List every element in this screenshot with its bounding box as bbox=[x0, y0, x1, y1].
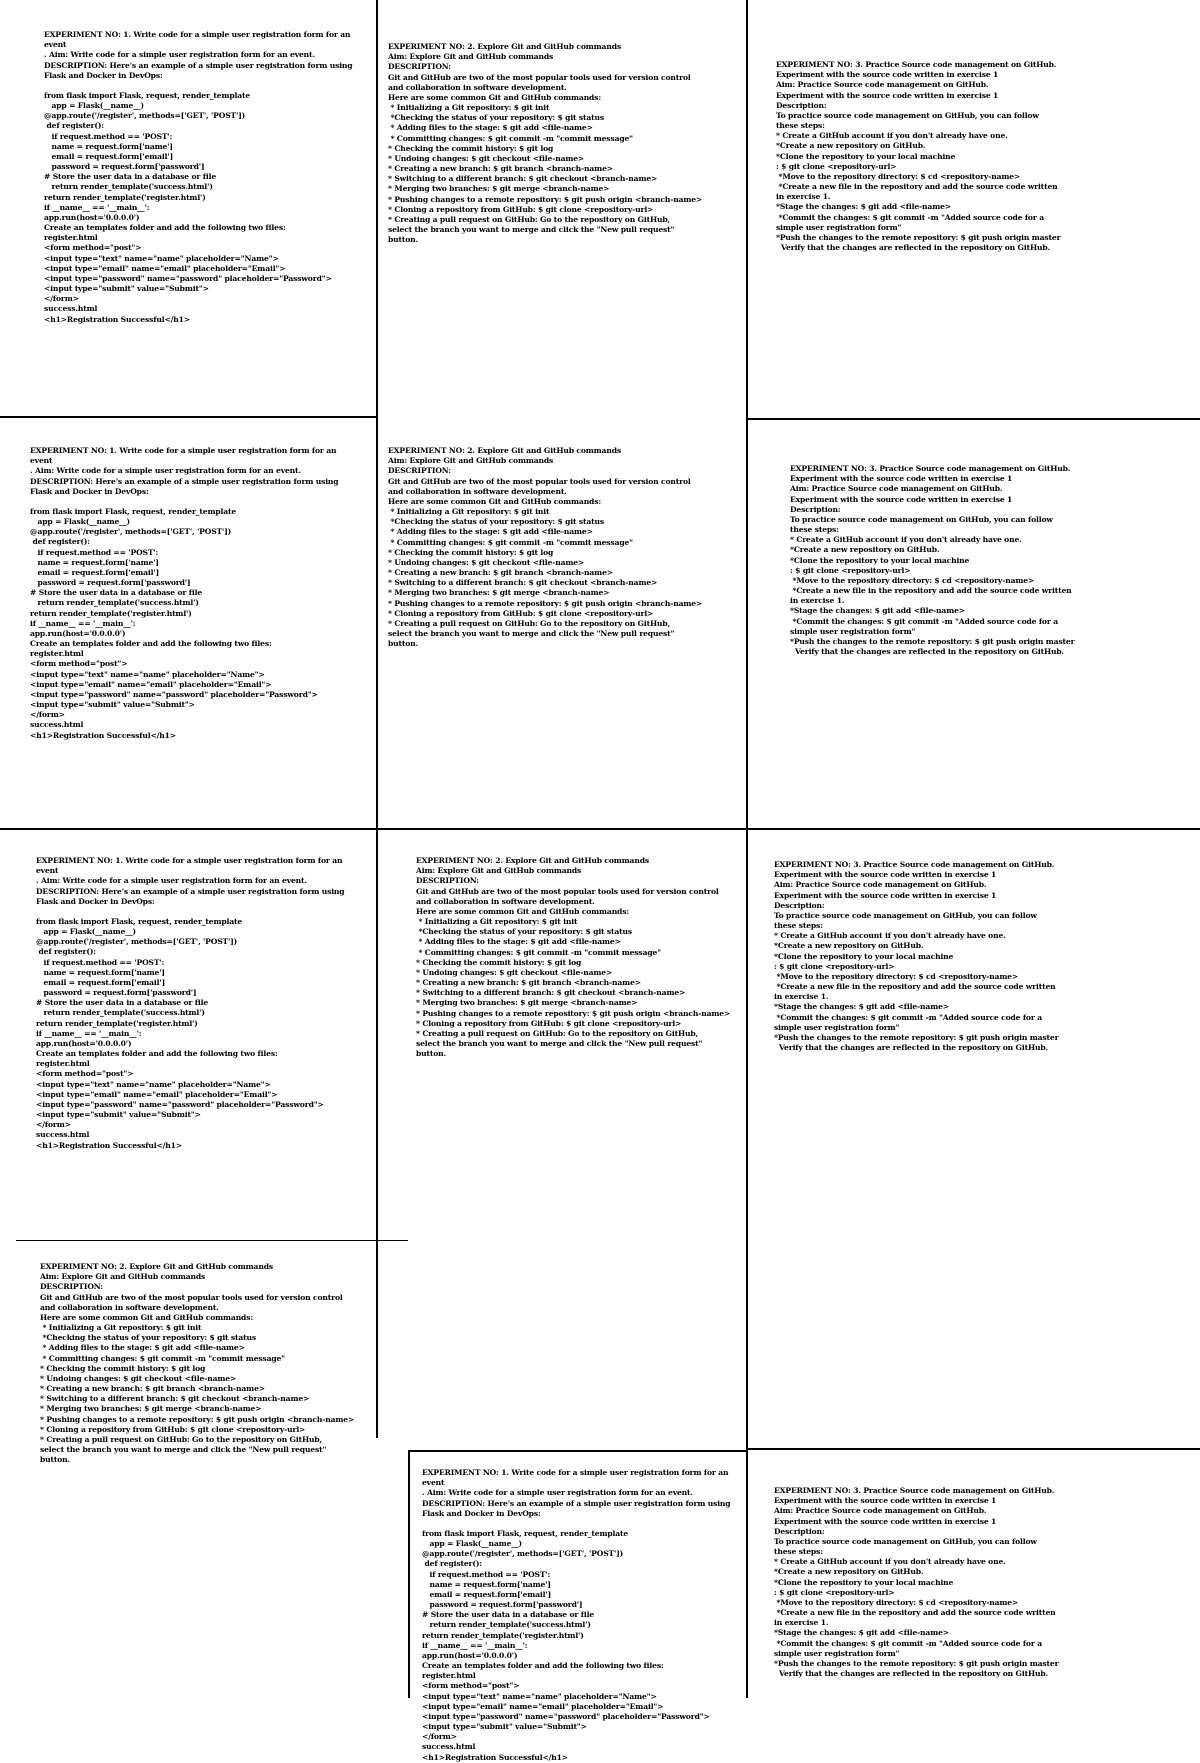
text-line: * Merging two branches: $ git merge <branch-name> bbox=[416, 998, 638, 1008]
text-line: <input type="submit" value="Submit"> bbox=[36, 1110, 201, 1120]
text-line: * Cloning a repository from GitHub: $ git clone <repository-url> bbox=[40, 1424, 306, 1434]
text-line: name = request.form['name'] bbox=[422, 1579, 551, 1589]
text-line: *Stage the changes: $ git add <file-name> bbox=[776, 202, 951, 212]
text-line: : $ git clone <repository-url> bbox=[774, 1587, 895, 1597]
text-line: * Creating a pull request on GitHub: Go to the repository on GitHub, bbox=[416, 1028, 699, 1038]
text-line: *Stage the changes: $ git add <file-name> bbox=[774, 1628, 949, 1638]
text-line: EXPERIMENT NO: 1. Write code for a simple user registration form for an bbox=[422, 1468, 729, 1477]
text-line: *Create a new repository on GitHub. bbox=[774, 941, 924, 951]
text-line: app = Flask(__name__) bbox=[36, 927, 136, 937]
text-line: *Push the changes to the remote repository: $ git push origin master bbox=[774, 1658, 1059, 1668]
text-line: return render_template('success.html') bbox=[36, 1008, 205, 1018]
text-line: Create an templates folder and add the following two files: bbox=[36, 1049, 278, 1059]
text-line: EXPERIMENT NO: 3. Practice Source code management on GitHub. bbox=[774, 860, 1055, 869]
text-line: * Merging two branches: $ git merge <branch-name> bbox=[40, 1404, 262, 1414]
text-line: DESCRIPTION: Here's an example of a simple user registration form using bbox=[30, 476, 339, 486]
text-line: EXPERIMENT NO: 1. Write code for a simple user registration form for an bbox=[30, 446, 337, 455]
text-line: # Store the user data in a database or file bbox=[36, 998, 208, 1008]
text-line: EXPERIMENT NO: 2. Explore Git and GitHub commands bbox=[416, 856, 649, 865]
text-line: Aim: Practice Source code management on GitHub. bbox=[774, 880, 987, 890]
text-line: * Switching to a different branch: $ git checkout <branch-name> bbox=[388, 578, 658, 588]
text-line: these steps: bbox=[776, 121, 825, 131]
text-line: *Commit the changes: $ git commit -m "Added source code for a bbox=[776, 212, 1044, 222]
text-line: EXPERIMENT NO: 3. Practice Source code management on GitHub. bbox=[774, 1486, 1055, 1495]
text-line: if request.method == 'POST': bbox=[36, 957, 165, 967]
text-line: Experiment with the source code written in exercise 1 bbox=[776, 90, 999, 100]
text-line: Git and GitHub are two of the most popular tools used for version control bbox=[416, 886, 719, 896]
text-line: *Checking the status of your repository: $ git status bbox=[388, 517, 605, 527]
text-line: *Checking the status of your repository: $ git status bbox=[388, 113, 605, 123]
text-line: * Creating a new branch: $ git branch <branch-name> bbox=[388, 164, 613, 174]
text-line: * Adding files to the stage: $ git add <file-name> bbox=[40, 1343, 245, 1353]
text-line bbox=[30, 497, 370, 507]
text-line: simple user registration form" bbox=[776, 222, 902, 232]
text-line: success.html bbox=[422, 1742, 476, 1752]
text-line: Here are some common Git and GitHub commands: bbox=[40, 1312, 253, 1322]
text-line: *Commit the changes: $ git commit -m "Added source code for a bbox=[774, 1638, 1042, 1648]
text-line: Experiment with the source code written in exercise 1 bbox=[776, 70, 999, 80]
text-line: * Committing changes: $ git commit -m "commit message" bbox=[416, 947, 661, 957]
text-line: *Move to the repository directory: $ cd <repository-name> bbox=[776, 171, 1021, 181]
text-line: *Commit the changes: $ git commit -m "Added source code for a bbox=[790, 616, 1058, 626]
text-line: app = Flask(__name__) bbox=[422, 1539, 522, 1549]
text-line: select the branch you want to merge and click the "New pull request" bbox=[388, 225, 675, 235]
text-line: * Initializing a Git repository: $ git init bbox=[416, 917, 578, 927]
text-line: and collaboration in software development. bbox=[416, 896, 595, 906]
text-line: : $ git clone <repository-url> bbox=[774, 961, 895, 971]
text-line: Here are some common Git and GitHub commands: bbox=[388, 92, 601, 102]
text-line: these steps: bbox=[790, 525, 839, 535]
text-line: Flask and Docker in DevOps: bbox=[36, 896, 155, 906]
text-line bbox=[36, 907, 376, 917]
text-line: *Create a new file in the repository and add the source code written bbox=[776, 182, 1058, 192]
text-line: <input type="email" name="email" placeholder="Email"> bbox=[44, 263, 286, 273]
text-line: * Switching to a different branch: $ git checkout <branch-name> bbox=[388, 174, 658, 184]
text-line: Description: bbox=[790, 504, 841, 514]
text-line: Aim: Explore Git and GitHub commands bbox=[388, 456, 554, 466]
text-line: EXPERIMENT NO: 2. Explore Git and GitHub commands bbox=[388, 446, 621, 455]
text-line: event bbox=[422, 1478, 445, 1488]
text-line: *Clone the repository to your local machine bbox=[774, 1577, 954, 1587]
cell-exp3-b bbox=[790, 464, 1196, 784]
text-line: * Committing changes: $ git commit -m "commit message" bbox=[40, 1353, 285, 1363]
text-line: return render_template('register.html') bbox=[44, 192, 206, 202]
text-line: event bbox=[36, 866, 59, 876]
divider-v-1 bbox=[376, 0, 378, 1438]
divider-v-3 bbox=[408, 1450, 410, 1698]
text-line: if request.method == 'POST': bbox=[30, 547, 159, 557]
text-line: from flask import Flask, request, render_template bbox=[44, 90, 251, 100]
text-line: @app.route('/register', methods=['GET', 'POST']) bbox=[36, 937, 238, 947]
cell-exp2-c bbox=[416, 856, 742, 1156]
text-line: <h1>Registration Successful</h1> bbox=[30, 730, 177, 740]
text-line: return render_template('register.html') bbox=[36, 1018, 198, 1028]
text-line: *Push the changes to the remote repository: $ git push origin master bbox=[776, 232, 1061, 242]
cell-exp1-c bbox=[36, 856, 376, 1240]
text-line: Description: bbox=[774, 900, 825, 910]
text-line: EXPERIMENT NO: 3. Practice Source code management on GitHub. bbox=[790, 464, 1071, 473]
text-line: <h1>Registration Successful</h1> bbox=[44, 314, 191, 324]
text-line: app.run(host='0.0.0.0') bbox=[422, 1650, 518, 1660]
text-line: * Checking the commit history: $ git log bbox=[416, 957, 582, 967]
text-line: return render_template('success.html') bbox=[30, 598, 199, 608]
text-line: return render_template('success.html') bbox=[422, 1620, 591, 1630]
text-line: success.html bbox=[36, 1130, 90, 1140]
text-line: simple user registration form" bbox=[790, 626, 916, 636]
text-line: Experiment with the source code written in exercise 1 bbox=[790, 494, 1013, 504]
text-line: *Move to the repository directory: $ cd <repository-name> bbox=[774, 1597, 1019, 1607]
text-line: in exercise 1. bbox=[790, 596, 845, 606]
text-line: Here are some common Git and GitHub commands: bbox=[388, 496, 601, 506]
text-line: Flask and Docker in DevOps: bbox=[44, 70, 163, 80]
text-line: Create an templates folder and add the following two files: bbox=[422, 1661, 664, 1671]
text-line: * Undoing changes: $ git checkout <file-name> bbox=[40, 1373, 237, 1383]
cell-exp3-a bbox=[776, 60, 1196, 380]
text-line: * Checking the commit history: $ git log bbox=[40, 1363, 206, 1373]
text-line: and collaboration in software development. bbox=[40, 1302, 219, 1312]
divider-h-5 bbox=[408, 1450, 746, 1452]
text-line: email = request.form['email'] bbox=[36, 977, 166, 987]
text-line: </form> bbox=[36, 1120, 71, 1130]
text-line: password = request.form['password'] bbox=[422, 1600, 583, 1610]
text-line: * Adding files to the stage: $ git add <file-name> bbox=[388, 123, 593, 133]
text-line: <input type="email" name="email" placeholder="Email"> bbox=[422, 1701, 664, 1711]
text-line: *Create a new repository on GitHub. bbox=[790, 545, 940, 555]
cell-exp1-a bbox=[44, 30, 370, 416]
text-line: select the branch you want to merge and click the "New pull request" bbox=[388, 629, 675, 639]
text-line: * Committing changes: $ git commit -m "commit message" bbox=[388, 133, 633, 143]
text-line: DESCRIPTION: bbox=[40, 1282, 103, 1292]
text-line: if __name__ == '__main__': bbox=[44, 202, 150, 212]
text-line: To practice source code management on GitHub, you can follow bbox=[774, 1536, 1037, 1546]
text-line: name = request.form['name'] bbox=[30, 557, 159, 567]
text-line: name = request.form['name'] bbox=[44, 141, 173, 151]
text-line: EXPERIMENT NO: 2. Explore Git and GitHub commands bbox=[388, 42, 621, 51]
text-line: * Committing changes: $ git commit -m "commit message" bbox=[388, 537, 633, 547]
text-line: * Create a GitHub account if you don't already have one. bbox=[774, 931, 1006, 941]
text-line: and collaboration in software development. bbox=[388, 486, 567, 496]
text-line: </form> bbox=[30, 710, 65, 720]
text-line: name = request.form['name'] bbox=[36, 967, 165, 977]
text-line: *Push the changes to the remote repository: $ git push origin master bbox=[790, 636, 1075, 646]
text-line: Experiment with the source code written in exercise 1 bbox=[774, 870, 997, 880]
text-line: * Switching to a different branch: $ git checkout <branch-name> bbox=[40, 1394, 310, 1404]
text-line: # Store the user data in a database or file bbox=[30, 588, 202, 598]
text-line: Aim: Practice Source code management on GitHub. bbox=[774, 1506, 987, 1516]
text-line: @app.route('/register', methods=['GET', 'POST']) bbox=[30, 527, 232, 537]
text-line: Verify that the changes are reflected in the repository on GitHub. bbox=[776, 243, 1051, 253]
text-line: def register(): bbox=[44, 121, 104, 131]
text-line: app = Flask(__name__) bbox=[44, 101, 144, 111]
text-line: in exercise 1. bbox=[774, 992, 829, 1002]
text-line: event bbox=[44, 40, 67, 50]
text-line: : $ git clone <repository-url> bbox=[790, 565, 911, 575]
divider-h-1 bbox=[0, 416, 376, 418]
text-line: EXPERIMENT NO: 3. Practice Source code management on GitHub. bbox=[776, 60, 1057, 69]
text-line: Aim: Practice Source code management on GitHub. bbox=[776, 80, 989, 90]
text-line: @app.route('/register', methods=['GET', 'POST']) bbox=[44, 111, 246, 121]
text-line: @app.route('/register', methods=['GET', 'POST']) bbox=[422, 1549, 624, 1559]
text-line: these steps: bbox=[774, 921, 823, 931]
text-line: * Create a GitHub account if you don't already have one. bbox=[776, 131, 1008, 141]
text-line: * Pushing changes to a remote repository: $ git push origin <branch-name> bbox=[416, 1008, 731, 1018]
divider-v-2 bbox=[746, 0, 748, 1698]
text-line: select the branch you want to merge and click the "New pull request" bbox=[40, 1445, 327, 1455]
text-line: <h1>Registration Successful</h1> bbox=[36, 1140, 183, 1150]
text-line: in exercise 1. bbox=[774, 1618, 829, 1628]
divider-h-4 bbox=[746, 1448, 1200, 1450]
text-line: and collaboration in software development. bbox=[388, 82, 567, 92]
text-line: *Push the changes to the remote repository: $ git push origin master bbox=[774, 1032, 1059, 1042]
text-line: <form method="post"> bbox=[422, 1681, 520, 1691]
text-line: Git and GitHub are two of the most popular tools used for version control bbox=[40, 1292, 343, 1302]
text-line: * Creating a pull request on GitHub: Go to the repository on GitHub, bbox=[388, 618, 671, 628]
text-line: *Create a new file in the repository and add the source code written bbox=[790, 586, 1072, 596]
text-line: *Checking the status of your repository: $ git status bbox=[416, 927, 633, 937]
text-line: from flask import Flask, request, render_template bbox=[30, 506, 237, 516]
text-line: Experiment with the source code written in exercise 1 bbox=[774, 1516, 997, 1526]
text-line: app.run(host='0.0.0.0') bbox=[36, 1038, 132, 1048]
text-line: return render_template('register.html') bbox=[30, 608, 192, 618]
text-line: * Pushing changes to a remote repository: $ git push origin <branch-name> bbox=[388, 194, 703, 204]
text-line: <input type="text" name="name" placeholder="Name"> bbox=[422, 1691, 657, 1701]
text-line: these steps: bbox=[774, 1547, 823, 1557]
text-line: success.html bbox=[44, 304, 98, 314]
text-line: *Create a new file in the repository and add the source code written bbox=[774, 1608, 1056, 1618]
text-line: DESCRIPTION: Here's an example of a simple user registration form using bbox=[422, 1498, 731, 1508]
text-line: EXPERIMENT NO: 1. Write code for a simple user registration form for an bbox=[44, 30, 351, 39]
text-line: # Store the user data in a database or file bbox=[44, 172, 216, 182]
text-line: button. bbox=[416, 1049, 447, 1059]
cell-exp3-d bbox=[774, 1486, 1196, 1696]
text-line: return render_template('success.html') bbox=[44, 182, 213, 192]
text-line: * Creating a new branch: $ git branch <branch-name> bbox=[388, 568, 613, 578]
text-line: Experiment with the source code written in exercise 1 bbox=[790, 474, 1013, 484]
divider-h-3 bbox=[0, 828, 1200, 830]
text-line: if __name__ == '__main__': bbox=[30, 618, 136, 628]
text-line: register.html bbox=[422, 1671, 476, 1681]
text-line: * Pushing changes to a remote repository: $ git push origin <branch-name> bbox=[40, 1414, 355, 1424]
text-line: register.html bbox=[36, 1059, 90, 1069]
text-line: * Creating a new branch: $ git branch <branch-name> bbox=[40, 1384, 265, 1394]
text-line: button. bbox=[388, 639, 419, 649]
text-line: if __name__ == '__main__': bbox=[422, 1640, 528, 1650]
text-line: <form method="post"> bbox=[44, 243, 142, 253]
text-line: simple user registration form" bbox=[774, 1022, 900, 1032]
text-line: * Checking the commit history: $ git log bbox=[388, 547, 554, 557]
text-line: <form method="post"> bbox=[30, 659, 128, 669]
text-line: *Stage the changes: $ git add <file-name> bbox=[790, 606, 965, 616]
text-line: * Merging two branches: $ git merge <branch-name> bbox=[388, 184, 610, 194]
text-line: . Aim: Write code for a simple user registration form for an event. bbox=[30, 466, 301, 476]
text-line: if request.method == 'POST': bbox=[422, 1569, 551, 1579]
text-line: Git and GitHub are two of the most popular tools used for version control bbox=[388, 476, 691, 486]
text-line: * Initializing a Git repository: $ git init bbox=[388, 507, 550, 517]
text-line: *Clone the repository to your local machine bbox=[776, 151, 956, 161]
text-line: To practice source code management on GitHub, you can follow bbox=[774, 910, 1037, 920]
text-line bbox=[422, 1519, 744, 1529]
text-line: * Checking the commit history: $ git log bbox=[388, 143, 554, 153]
text-line: <h1>Registration Successful</h1> bbox=[422, 1752, 569, 1762]
text-line: # Store the user data in a database or file bbox=[422, 1610, 594, 1620]
text-line: Flask and Docker in DevOps: bbox=[422, 1508, 541, 1518]
text-line: *Create a new file in the repository and add the source code written bbox=[774, 982, 1056, 992]
text-line: To practice source code management on GitHub, you can follow bbox=[790, 514, 1053, 524]
text-line: Verify that the changes are reflected in the repository on GitHub. bbox=[774, 1043, 1049, 1053]
text-line: <input type="text" name="name" placeholder="Name"> bbox=[30, 669, 265, 679]
text-line: *Clone the repository to your local machine bbox=[790, 555, 970, 565]
text-line: Description: bbox=[776, 100, 827, 110]
text-line: * Initializing a Git repository: $ git init bbox=[388, 103, 550, 113]
text-line: email = request.form['email'] bbox=[422, 1589, 552, 1599]
text-line: Aim: Practice Source code management on GitHub. bbox=[790, 484, 1003, 494]
text-line: * Initializing a Git repository: $ git init bbox=[40, 1323, 202, 1333]
text-line: EXPERIMENT NO: 2. Explore Git and GitHub commands bbox=[40, 1262, 273, 1271]
text-line: : $ git clone <repository-url> bbox=[776, 161, 897, 171]
text-line: def register(): bbox=[36, 947, 96, 957]
text-line: email = request.form['email'] bbox=[44, 151, 174, 161]
text-line: from flask import Flask, request, render_template bbox=[422, 1528, 629, 1538]
text-line: . Aim: Write code for a simple user registration form for an event. bbox=[422, 1488, 693, 1498]
text-line: *Checking the status of your repository: $ git status bbox=[40, 1333, 257, 1343]
text-line: password = request.form['password'] bbox=[30, 578, 191, 588]
text-line: * Create a GitHub account if you don't already have one. bbox=[790, 535, 1022, 545]
text-line: * Create a GitHub account if you don't already have one. bbox=[774, 1557, 1006, 1567]
text-line: app = Flask(__name__) bbox=[30, 517, 130, 527]
text-line: *Create a new repository on GitHub. bbox=[776, 141, 926, 151]
text-line: Aim: Explore Git and GitHub commands bbox=[388, 52, 554, 62]
text-line: button. bbox=[388, 235, 419, 245]
text-line: To practice source code management on GitHub, you can follow bbox=[776, 110, 1039, 120]
text-line: * Undoing changes: $ git checkout <file-name> bbox=[388, 153, 585, 163]
text-line: * Merging two branches: $ git merge <branch-name> bbox=[388, 588, 610, 598]
cell-exp2-a bbox=[388, 42, 740, 342]
text-line: *Clone the repository to your local machine bbox=[774, 951, 954, 961]
text-line: DESCRIPTION: bbox=[388, 62, 451, 72]
text-line: * Cloning a repository from GitHub: $ git clone <repository-url> bbox=[388, 608, 654, 618]
text-line: app.run(host='0.0.0.0') bbox=[30, 628, 126, 638]
text-line: return render_template('register.html') bbox=[422, 1630, 584, 1640]
text-line: *Create a new repository on GitHub. bbox=[774, 1567, 924, 1577]
text-line: register.html bbox=[44, 233, 98, 243]
text-line: password = request.form['password'] bbox=[36, 988, 197, 998]
text-line: * Cloning a repository from GitHub: $ git clone <repository-url> bbox=[416, 1018, 682, 1028]
text-line: * Pushing changes to a remote repository: $ git push origin <branch-name> bbox=[388, 598, 703, 608]
text-line: * Switching to a different branch: $ git checkout <branch-name> bbox=[416, 988, 686, 998]
text-line: button. bbox=[40, 1455, 71, 1465]
cell-exp2-b bbox=[388, 446, 740, 746]
text-line: <input type="email" name="email" placeholder="Email"> bbox=[30, 679, 272, 689]
text-line: DESCRIPTION: bbox=[388, 466, 451, 476]
text-line: <input type="submit" value="Submit"> bbox=[422, 1722, 587, 1732]
text-line: email = request.form['email'] bbox=[30, 567, 160, 577]
text-line: event bbox=[30, 456, 53, 466]
text-line: <input type="password" name="password" placeholder="Password"> bbox=[44, 273, 332, 283]
text-line: Experiment with the source code written in exercise 1 bbox=[774, 890, 997, 900]
text-line: EXPERIMENT NO: 1. Write code for a simple user registration form for an bbox=[36, 856, 343, 865]
text-line: password = request.form['password'] bbox=[44, 162, 205, 172]
divider-h-6 bbox=[16, 1240, 408, 1241]
text-line: <input type="submit" value="Submit"> bbox=[30, 700, 195, 710]
text-line: Verify that the changes are reflected in the repository on GitHub. bbox=[774, 1669, 1049, 1679]
text-line: if __name__ == '__main__': bbox=[36, 1028, 142, 1038]
text-line: def register(): bbox=[422, 1559, 482, 1569]
text-line: * Undoing changes: $ git checkout <file-name> bbox=[416, 967, 613, 977]
text-line: *Commit the changes: $ git commit -m "Added source code for a bbox=[774, 1012, 1042, 1022]
text-line: *Move to the repository directory: $ cd <repository-name> bbox=[790, 575, 1035, 585]
text-line: * Cloning a repository from GitHub: $ git clone <repository-url> bbox=[388, 204, 654, 214]
text-line: <form method="post"> bbox=[36, 1069, 134, 1079]
text-line: *Stage the changes: $ git add <file-name> bbox=[774, 1002, 949, 1012]
cell-exp1-d bbox=[422, 1468, 744, 1762]
text-line: * Adding files to the stage: $ git add <file-name> bbox=[416, 937, 621, 947]
text-line: </form> bbox=[422, 1732, 457, 1742]
text-line: Create an templates folder and add the following two files: bbox=[44, 223, 286, 233]
text-line: * Creating a pull request on GitHub: Go to the repository on GitHub, bbox=[40, 1434, 323, 1444]
text-line: . Aim: Write code for a simple user registration form for an event. bbox=[44, 50, 315, 60]
text-line: . Aim: Write code for a simple user registration form for an event. bbox=[36, 876, 307, 886]
text-line: in exercise 1. bbox=[776, 192, 831, 202]
text-line: success.html bbox=[30, 720, 84, 730]
text-line: * Undoing changes: $ git checkout <file-name> bbox=[388, 557, 585, 567]
text-line: *Move to the repository directory: $ cd <repository-name> bbox=[774, 971, 1019, 981]
cell-exp1-b bbox=[30, 446, 370, 826]
text-line: * Adding files to the stage: $ git add <file-name> bbox=[388, 527, 593, 537]
text-line: <input type="text" name="name" placeholder="Name"> bbox=[44, 253, 279, 263]
cell-exp3-c bbox=[774, 860, 1196, 1180]
text-line: Aim: Explore Git and GitHub commands bbox=[416, 866, 582, 876]
text-line: Description: bbox=[774, 1526, 825, 1536]
text-line: select the branch you want to merge and click the "New pull request" bbox=[416, 1039, 703, 1049]
text-line: DESCRIPTION: bbox=[416, 876, 479, 886]
text-line: <input type="submit" value="Submit"> bbox=[44, 284, 209, 294]
text-line: Experiment with the source code written in exercise 1 bbox=[774, 1496, 997, 1506]
text-line: simple user registration form" bbox=[774, 1648, 900, 1658]
text-line: if request.method == 'POST': bbox=[44, 131, 173, 141]
text-line: Verify that the changes are reflected in the repository on GitHub. bbox=[790, 647, 1065, 657]
text-line: register.html bbox=[30, 649, 84, 659]
text-line: Here are some common Git and GitHub commands: bbox=[416, 906, 629, 916]
text-line: Aim: Explore Git and GitHub commands bbox=[40, 1272, 206, 1282]
text-line bbox=[44, 81, 370, 91]
text-line: <input type="password" name="password" placeholder="Password"> bbox=[422, 1711, 710, 1721]
text-line: DESCRIPTION: Here's an example of a simple user registration form using bbox=[44, 60, 353, 70]
text-line: def register(): bbox=[30, 537, 90, 547]
text-line: DESCRIPTION: Here's an example of a simple user registration form using bbox=[36, 886, 345, 896]
text-line: <input type="password" name="password" placeholder="Password"> bbox=[30, 689, 318, 699]
text-line: Git and GitHub are two of the most popular tools used for version control bbox=[388, 72, 691, 82]
text-line: Flask and Docker in DevOps: bbox=[30, 486, 149, 496]
text-line: <input type="email" name="email" placeholder="Email"> bbox=[36, 1089, 278, 1099]
text-line: <input type="text" name="name" placeholder="Name"> bbox=[36, 1079, 271, 1089]
text-line: * Creating a new branch: $ git branch <branch-name> bbox=[416, 978, 641, 988]
text-line: from flask import Flask, request, render_template bbox=[36, 916, 243, 926]
text-line: Create an templates folder and add the following two files: bbox=[30, 639, 272, 649]
text-line: <input type="password" name="password" placeholder="Password"> bbox=[36, 1099, 324, 1109]
divider-h-2 bbox=[746, 418, 1200, 420]
text-line: app.run(host='0.0.0.0') bbox=[44, 212, 140, 222]
cell-exp2-d bbox=[40, 1262, 400, 1562]
text-line: * Creating a pull request on GitHub: Go to the repository on GitHub, bbox=[388, 214, 671, 224]
text-line: </form> bbox=[44, 294, 79, 304]
